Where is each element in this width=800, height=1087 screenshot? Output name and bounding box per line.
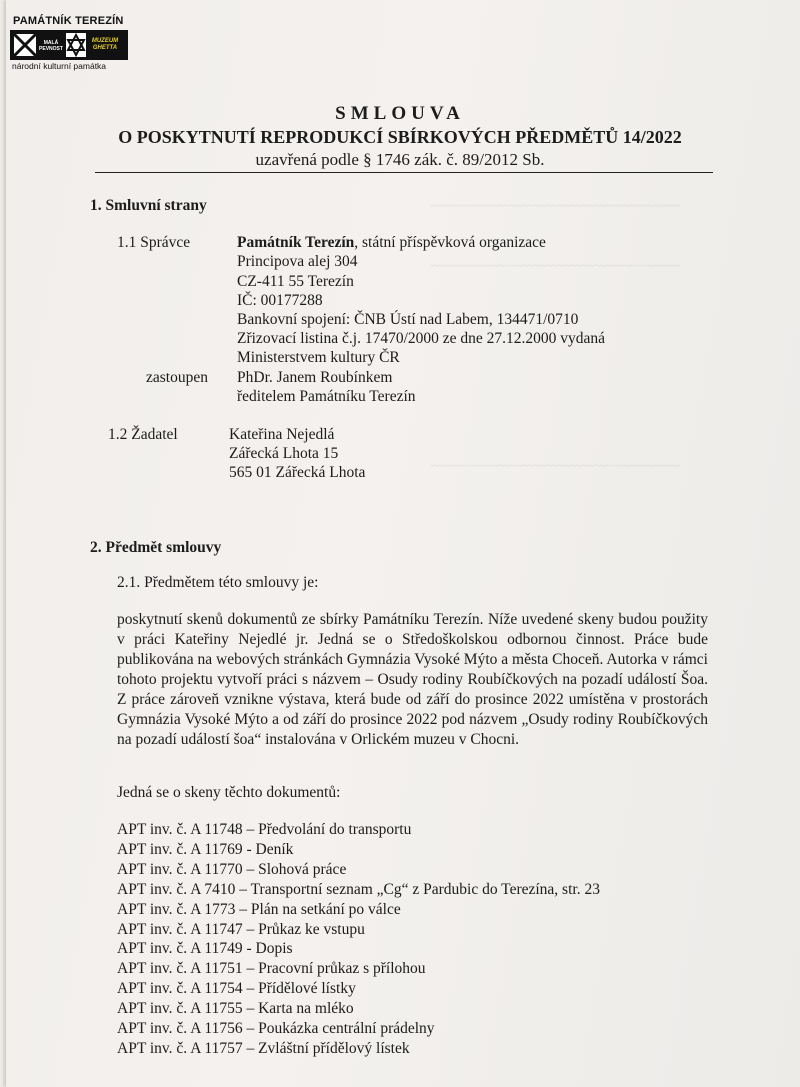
logo-title: PAMÁTNÍK TEREZÍN (13, 15, 124, 27)
list-item: APT inv. č. A 7410 – Transportní seznam „Cg“ z Pardubic do Terezína, str. 23 (117, 880, 600, 898)
zadatel-city: 565 01 Zářecká Lhota (229, 464, 366, 481)
logo-emblem (10, 30, 128, 60)
pamatnik-terezin-logo (10, 15, 132, 71)
list-item: APT inv. č. A 11757 – Zvláštní přídělový lístek (117, 1039, 410, 1057)
section-2-intro: 2.1. Předmětem této smlouvy je: (117, 574, 319, 591)
spravce-name: Památník Terezín (237, 234, 355, 251)
spravce-bank: Bankovní spojení: ČNB Ústí nad Labem, 134471/0710 (237, 311, 579, 328)
section-2-heading: 2. Předmět smlouvy (90, 539, 222, 556)
section-1-heading: 1. Smluvní strany (90, 197, 207, 214)
list-item: APT inv. č. A 11751 – Pracovní průkaz s přílohou (117, 960, 426, 978)
document-list (117, 820, 600, 1059)
logo-subtitle: národní kulturní památka (12, 61, 107, 71)
list-item: APT inv. č. A 1773 – Plán na setkání po válce (117, 900, 401, 918)
show-through-text: ~~~~~~~~~~~~~~~~~~~~~~~~~~~~~~~~~~~~~~~~~~ (430, 200, 680, 212)
spravce-charter-issuer: Ministerstvem kultury ČR (237, 349, 400, 366)
logo-muzeum-ghetta: MUZEUM GHETTA (91, 38, 119, 51)
list-item: APT inv. č. A 11754 – Přídělové lístky (117, 980, 356, 998)
spravce-ico: IČ: 00177288 (237, 292, 323, 309)
zastoupen-role: ředitelem Památníku Terezín (237, 388, 416, 405)
subject-paragraph: poskytnutí skenů dokumentů ze sbírky Památníku Terezín. Níže uvedené skeny budou použity v práci Kateřiny Nejedlé jr. Jedná se o Středoškolskou odbornou činnost. Práce bude publikována na webových stránkách Gymnázia Vysoké Mýto a města Choceň. Autorka v rámci tohoto projektu vytvoří práci s názvem – Osudy rodiny Roubíčkových na pozadí událostí Šoa. Z práce zároveň vznikne výstava, která bude od září do prosince 2022 umístěna v prostorách Gymnázia Vysoké Mýto a od září do prosince 2022 pod názvem „Osudy rodiny Roubíčkových na pozadí událostí šoa“ instalována v Orlickém muzeu v Chocni. (117, 611, 708, 748)
spravce-charter: Zřizovací listina č.j. 17470/2000 ze dne 27.12.2000 vydaná (237, 330, 606, 347)
list-item: APT inv. č. A 11755 – Karta na mléko (117, 1000, 354, 1018)
list-item: APT inv. č. A 11749 - Dopis (117, 940, 293, 958)
zastoupen-name: PhDr. Janem Roubínkem (237, 369, 393, 386)
list-item: APT inv. č. A 11748 – Předvolání do transportu (117, 821, 412, 838)
list-item: APT inv. č. A 11770 – Slohová práce (117, 860, 347, 878)
header-divider (95, 172, 713, 173)
spravce-city: CZ-411 55 Terezín (237, 273, 354, 290)
zadatel-name: Kateřina Nejedlá (229, 426, 335, 443)
document-subtitle: O POSKYTNUTÍ REPRODUKCÍ SBÍRKOVÝCH PŘEDMĚTŮ 14/2022 (118, 127, 682, 147)
zadatel-address: Zářecká Lhota 15 (229, 445, 339, 462)
list-item: APT inv. č. A 11747 – Průkaz ke vstupu (117, 920, 365, 938)
logo-mala-pevnost: MALÁ PEVNOST (39, 40, 63, 52)
document-list-intro: Jedná se o skeny těchto dokumentů: (117, 784, 341, 801)
spravce-label: 1.1 Správce (117, 234, 191, 251)
document-legal-basis: uzavřená podle § 1746 zák. č. 89/2012 Sb. (255, 150, 545, 169)
list-item: APT inv. č. A 11756 – Poukázka centrální prádelny (117, 1020, 435, 1038)
spravce-name-line (237, 234, 546, 252)
show-through-text: ~~~~~~~~~~~~~~~~~~~~~~~~~~~~~~~~~~~~~~~~~~ (430, 460, 680, 472)
list-item: APT inv. č. A 11769 - Deník (117, 840, 294, 858)
show-through-text: ~~~~~~~~~~~~~~~~~~~~~~~~~~~~~~~~~~~~~~~~~~ (430, 260, 680, 272)
spravce-address: Principova alej 304 (237, 253, 358, 270)
document-title: SMLOUVA (335, 103, 465, 124)
spravce-type: , státní příspěvková organizace (354, 234, 546, 251)
zadatel-label: 1.2 Žadatel (108, 426, 178, 443)
zastoupen-label: zastoupen (146, 369, 208, 386)
